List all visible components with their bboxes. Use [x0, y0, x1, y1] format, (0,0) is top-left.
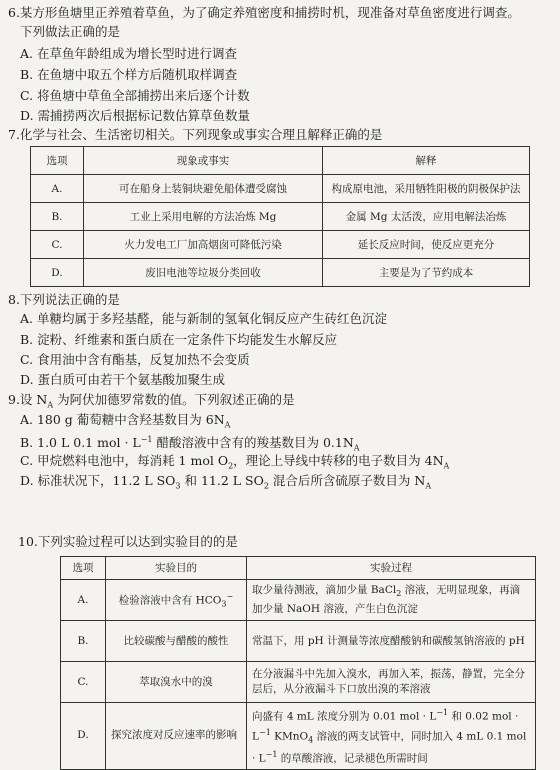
cell-option: B. [61, 621, 106, 662]
q6-stem: 6.某方形鱼塘里正养殖着草鱼，为了确定养殖密度和捕捞时机，现准备对草鱼密度进行调查。 [8, 5, 520, 20]
cell-goal: 检验溶液中含有 $HCO_3^-$ [106, 580, 247, 621]
table-row [61, 580, 536, 621]
cell-option: C. [61, 662, 106, 703]
header-option: 选项 [31, 147, 84, 175]
q8-stem: 8.下列说法正确的是 [8, 292, 120, 307]
cell-procedure: 常温下，用 pH 计测量等浓度醋酸钠和碳酸氢钠溶液的 pH [247, 621, 536, 662]
cell-explanation: 构成原电池，采用牺牲阳极的阴极保护法 [323, 175, 530, 203]
q7-table [30, 146, 530, 287]
table-row [31, 231, 530, 259]
q7-stem: 7.化学与社会、生活密切相关。下列现象或事实合理且解释正确的是 [8, 127, 383, 142]
cell-goal: 萃取溴水中的溴 [106, 662, 247, 703]
q8-option-a: A. 单糖均属于多羟基醛，能与新制的氢氧化铜反应产生砖红色沉淀 [20, 311, 387, 326]
cell-phenomenon: 废旧电池等垃圾分类回收 [84, 259, 323, 287]
q9-option-b: B. 1.0 L 0.1 mol · $L^{-1}$ 醋酸溶液中含有的羧基数目为 $0.1N_A$ [20, 435, 360, 453]
cell-option: D. [31, 259, 84, 287]
cell-option: A. [61, 580, 106, 621]
q8-option-d: D. 蛋白质可由若干个氨基酸加聚生成 [20, 372, 226, 387]
header-goal: 实验目的 [106, 557, 247, 580]
q9-option-c: C. 甲烷燃料电池中，每消耗 1 mol $O_2$，理论上导线中转移的电子数目为 $4N_A$ [20, 453, 450, 471]
table-row [31, 259, 530, 287]
header-option: 选项 [61, 557, 106, 580]
cell-explanation: 主要是为了节约成本 [323, 259, 530, 287]
q8-option-b: B. 淀粉、纤维素和蛋白质在一定条件下均能发生水解反应 [20, 332, 338, 347]
q9-stem: 9.设 $N_A$ 为阿伏加德罗常数的值。下列叙述正确的是 [8, 392, 295, 410]
table-row [61, 662, 536, 703]
q10-table [60, 556, 536, 770]
table-row [61, 703, 536, 770]
q8-option-c: C. 食用油中含有酯基，反复加热不会变质 [20, 352, 250, 367]
q9-option-d: D. 标准状况下，11.2 L $SO_3$ 和 11.2 L $SO_2$ 混合后所含硫原子数目为 $N_A$ [20, 473, 432, 491]
cell-option: C. [31, 231, 84, 259]
q6-option-c: C. 将鱼塘中草鱼全部捕捞出来后逐个计数 [20, 88, 250, 103]
q6-option-a: A. 在草鱼年龄组成为增长型时进行调查 [20, 46, 237, 61]
cell-procedure: 在分液漏斗中先加入溴水，再加入苯，振荡，静置，完全分层后，从分液漏斗下口放出溴的苯溶液 [247, 662, 536, 703]
q6-stem-line2: 下列做法正确的是 [20, 24, 121, 39]
cell-option: D. [61, 703, 106, 770]
cell-goal: 比较碳酸与醋酸的酸性 [106, 621, 247, 662]
cell-explanation: 延长反应时间，使反应更充分 [323, 231, 530, 259]
cell-phenomenon: 可在船身上装铜块避免船体遭受腐蚀 [84, 175, 323, 203]
header-phenomenon: 现象或事实 [84, 147, 323, 175]
header-explanation: 解释 [323, 147, 530, 175]
header-procedure: 实验过程 [247, 557, 536, 580]
cell-goal: 探究浓度对反应速率的影响 [106, 703, 247, 770]
cell-option: B. [31, 203, 84, 231]
cell-option: A. [31, 175, 84, 203]
table-header-row [31, 147, 530, 175]
cell-phenomenon: 工业上采用电解的方法冶炼 Mg [84, 203, 323, 231]
q6-option-d: D. 需捕捞两次后根据标记数估算草鱼数量 [20, 108, 251, 123]
table-row [31, 175, 530, 203]
cell-procedure: 取少量待测液，滴加少量 BaCl$_2$ 溶液，无明显现象，再滴加少量 NaOH 溶液，产生白色沉淀 [247, 580, 536, 621]
cell-procedure: 向盛有 4 mL 浓度分别为 0.01 mol · $L^{-1}$ 和 0.02 mol · $L^{-1}$ KMnO$_4$ 溶液的两支试管中，同时加入 4 mL 0.1 mol · $L^{-1}$ 的草酸溶液，记录褪色所需时间 [247, 703, 536, 770]
cell-explanation: 金属 Mg 太活泼，应用电解法冶炼 [323, 203, 530, 231]
cell-phenomenon: 火力发电工厂加高烟囱可降低污染 [84, 231, 323, 259]
q9-option-a: A. 180 g 葡萄糖中含羟基数目为 $6N_A$ [20, 412, 231, 430]
table-header-row [61, 557, 536, 580]
q10-stem: 10.下列实验过程可以达到实验目的的是 [18, 534, 238, 549]
q6-option-b: B. 在鱼塘中取五个样方后随机取样调查 [20, 67, 238, 82]
table-row [31, 203, 530, 231]
table-row [61, 621, 536, 662]
